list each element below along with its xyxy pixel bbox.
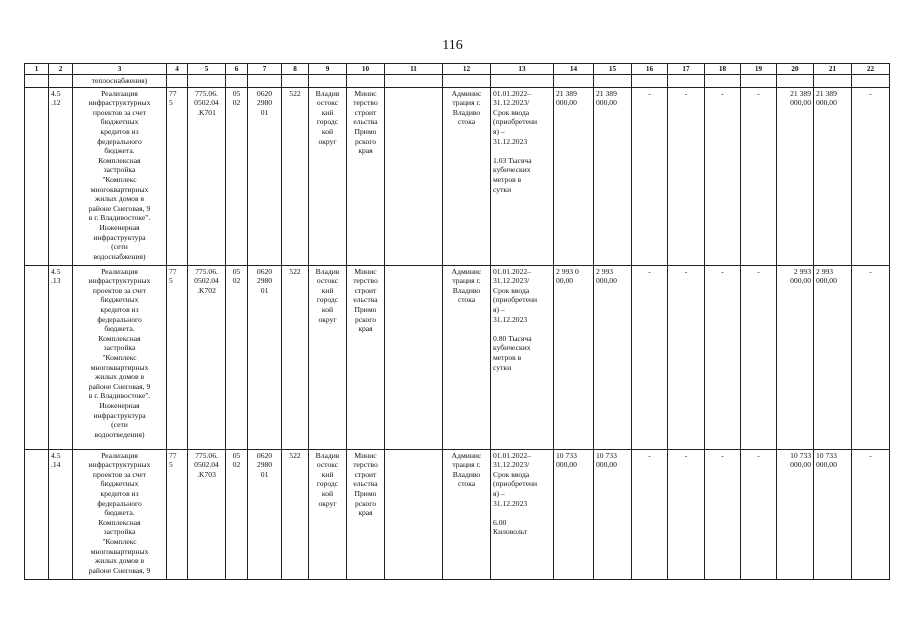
cell-c22: -: [852, 449, 890, 579]
column-header: 18: [705, 64, 741, 75]
column-header: 16: [632, 64, 668, 75]
column-header: 10: [347, 64, 385, 75]
table-row: [25, 87, 890, 265]
cell-c14: 2 993 0 00,00: [554, 265, 594, 449]
column-header: 17: [668, 64, 705, 75]
project-name: Реализация инфраструктурных проектов за счет бюджетных кредитов из федерального бюджета. Комплексная застройка "Комплекс многоквартирных жилых домов в районе Снеговая, 9 в г. Владивостоке". Инженерная инфраструктура (сети водоотведения): [73, 265, 167, 449]
project-name: Реализация инфраструктурных проектов за счет бюджетных кредитов из федерального бюджета. Комплексная застройка "Комплекс многоквартирных жилых домов в районе Снеговая, 9: [73, 449, 167, 579]
cell-c5: 775.06. 0502.04 .K701: [188, 87, 226, 265]
cell-c6: 05 02: [226, 265, 248, 449]
row-number: 4.5 .14: [49, 449, 73, 579]
cell-c8: 522: [282, 87, 309, 265]
cell-c12: Админис трация г. Владиво стока: [443, 87, 491, 265]
column-header: 21: [814, 64, 852, 75]
row-number: 4.5 .12: [49, 87, 73, 265]
cell-c4: 77 5: [167, 87, 188, 265]
cell-c5: 775.06. 0502.04 .K703: [188, 449, 226, 579]
column-header: 15: [594, 64, 632, 75]
cell-c16: -: [632, 87, 668, 265]
cell-c14: 10 733 000,00: [554, 449, 594, 579]
row-number: 4.5 .13: [49, 265, 73, 449]
cell-c20: 21 389 000,00: [777, 87, 814, 265]
cell-c11: [385, 87, 443, 265]
cell-c22: -: [852, 87, 890, 265]
column-header: 5: [188, 64, 226, 75]
cell-c17: -: [668, 449, 705, 579]
cell-c7: 0620 2980 01: [248, 449, 282, 579]
cell-c9: Владив остокс кий городс кой округ: [309, 449, 347, 579]
cell-c21: 21 389 000,00: [814, 87, 852, 265]
column-header: 7: [248, 64, 282, 75]
cell-c9: Владив остокс кий городс кой округ: [309, 87, 347, 265]
cell-c17: -: [668, 87, 705, 265]
column-header: 13: [491, 64, 554, 75]
cell-c12: Админис трация г. Владиво стока: [443, 265, 491, 449]
project-name: Реализация инфраструктурных проектов за счет бюджетных кредитов из федерального бюджета. Комплексная застройка "Комплекс многоквартирных жилых домов в районе Снеговая, 9 в г. Владивостоке". Инженерная инфраструктура (сети водоснабжения): [73, 87, 167, 265]
cell-c18: -: [705, 87, 741, 265]
cell-c14: 21 389 000,00: [554, 87, 594, 265]
cell-c7: 0620 2980 01: [248, 265, 282, 449]
cell-c17: -: [668, 265, 705, 449]
cell-c21: 2 993 000,00: [814, 265, 852, 449]
column-header: 12: [443, 64, 491, 75]
column-header: 8: [282, 64, 309, 75]
column-header: 9: [309, 64, 347, 75]
column-header: 6: [226, 64, 248, 75]
cell-c10: Минис терство строит ельства Примо рского края: [347, 449, 385, 579]
cell-c15: 10 733 000,00: [594, 449, 632, 579]
cell-c19: -: [741, 87, 777, 265]
cell-c20: 10 733 000,00: [777, 449, 814, 579]
cell-c10: Минис терство строит ельства Примо рского края: [347, 87, 385, 265]
column-header: 11: [385, 64, 443, 75]
continuation-text: теплоснабжения): [73, 75, 167, 88]
cell-c11: [385, 265, 443, 449]
table-row: [25, 265, 890, 449]
cell-c21: 10 733 000,00: [814, 449, 852, 579]
cell-c13: 01.01.2022– 31.12.2023/ Срок ввода (приобретени я) – 31.12.2023 6.00 Киловольт: [491, 449, 554, 579]
column-header: 1: [25, 64, 49, 75]
cell-c9: Владив остокс кий городс кой округ: [309, 265, 347, 449]
cell-c10: Минис терство строит ельства Примо рского края: [347, 265, 385, 449]
column-header: 22: [852, 64, 890, 75]
table-row: [25, 449, 890, 579]
continuation-row: [25, 75, 890, 88]
cell-c16: -: [632, 265, 668, 449]
cell-c20: 2 993 000,00: [777, 265, 814, 449]
cell-c7: 0620 2980 01: [248, 87, 282, 265]
cell-c6: 05 02: [226, 449, 248, 579]
budget-table: [24, 63, 890, 580]
cell-c12: Админис трация г. Владиво стока: [443, 449, 491, 579]
cell-c16: -: [632, 449, 668, 579]
cell-c19: -: [741, 265, 777, 449]
cell-c18: -: [705, 265, 741, 449]
cell-c15: 21 389 000,00: [594, 87, 632, 265]
cell-c15: 2 993 000,00: [594, 265, 632, 449]
column-header: 14: [554, 64, 594, 75]
column-header: 4: [167, 64, 188, 75]
cell-c5: 775.06. 0502.04 .K702: [188, 265, 226, 449]
cell-c13: 01.01.2022– 31.12.2023/ Срок ввода (приобретени я) – 31.12.2023 0.80 Тысяча кубических метров в сутки: [491, 265, 554, 449]
column-header: 19: [741, 64, 777, 75]
cell-c4: 77 5: [167, 265, 188, 449]
page-number: 116: [442, 38, 463, 53]
cell-c4: 77 5: [167, 449, 188, 579]
cell-c13: 01.01.2022– 31.12.2023/ Срок ввода (приобретени я) – 31.12.2023 1.03 Тысяча кубических метров в сутки: [491, 87, 554, 265]
column-header: 20: [777, 64, 814, 75]
cell-c18: -: [705, 449, 741, 579]
cell-c22: -: [852, 265, 890, 449]
cell-c6: 05 02: [226, 87, 248, 265]
column-header: 3: [73, 64, 167, 75]
column-header: 2: [49, 64, 73, 75]
cell-c8: 522: [282, 449, 309, 579]
cell-c19: -: [741, 449, 777, 579]
cell-c8: 522: [282, 265, 309, 449]
cell-c11: [385, 449, 443, 579]
header-row: [25, 64, 890, 75]
